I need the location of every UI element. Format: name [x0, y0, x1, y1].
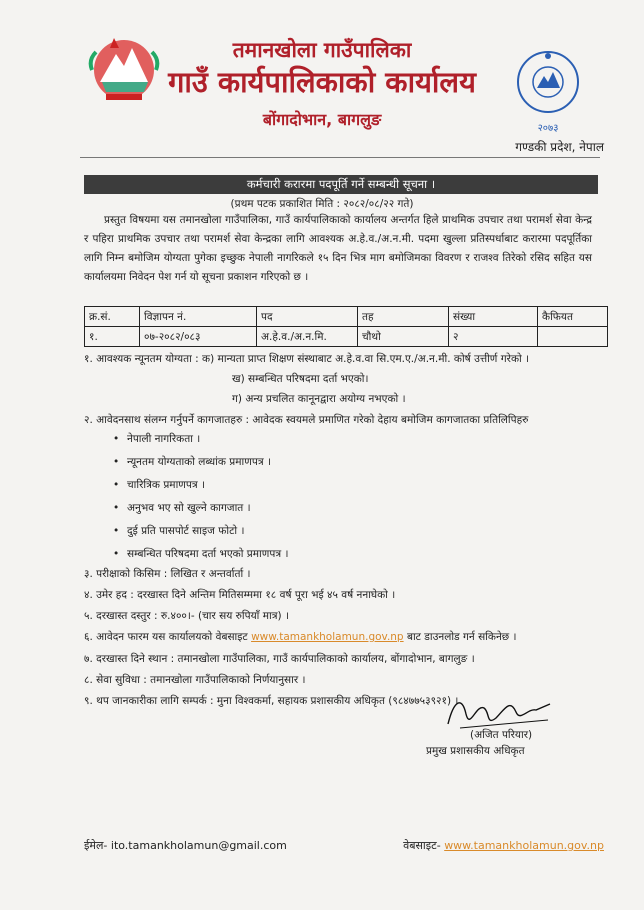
application-fee: ५. दरखास्त दस्तुर : रु.४००।- (चार सय रुपियाँ मात्र) ।	[84, 610, 289, 622]
requirement-qualification-c: ग) अन्य प्रचलित कानूनद्वारा अयोग्य नभएको ।	[232, 393, 406, 405]
footer-website-link[interactable]: www.tamankholamun.gov.np	[444, 839, 604, 852]
requirement-qualification-b: ख) सम्बन्धित परिषदमा दर्ता भएको।	[232, 373, 369, 385]
province-label: गण्डकी प्रदेश, नेपाल	[515, 140, 604, 154]
list-item: • चारित्रिक प्रमाणपत्र ।	[113, 479, 205, 491]
signatory-designation: प्रमुख प्रशासकीय अधिकृत	[426, 745, 525, 757]
office-name: गाउँ कार्यपालिकाको कार्यालय	[168, 65, 476, 99]
table-header: तह	[358, 307, 449, 327]
signatory-name: (अजित परियार)	[470, 729, 533, 741]
list-item: • नेपाली नागरिकता ।	[113, 433, 201, 445]
list-item: • सम्बन्धित परिषदमा दर्ता भएको प्रमाणपत्र ।	[113, 548, 289, 560]
required-documents: २. आवेदनसाथ संलग्न गर्नुपर्ने कागजातहरु : आवेदक स्वयमले प्रमाणित गरेको देहाय बमोजिम कागजातका प्रतिलिपिहरु	[84, 414, 529, 426]
list-item: • अनुभव भए सो खुल्ने कागजात ।	[113, 502, 251, 514]
table-cell: १.	[85, 327, 140, 347]
list-item: • न्यूनतम योग्यताको लब्धांक प्रमाणपत्र ।	[113, 456, 271, 468]
table-row	[85, 327, 608, 347]
requirement-qualification: १. आवश्यक न्यूनतम योग्यता : क) मान्यता प्राप्त शिक्षण संस्थाबाट अ.हे.व.वा सि.एम.ए./अ.न.मी. कोर्ष उत्तीर्ण गरेको ।	[84, 353, 530, 365]
table-header: कैफियत	[538, 307, 608, 327]
age-limit: ४. उमेर हद : दरखास्त दिने अन्तिम मितिसम्ममा १८ वर्ष पूरा भई ४५ वर्ष ननाघेको ।	[84, 589, 396, 601]
table-header: पद	[257, 307, 358, 327]
table-cell: अ.हे.व./अ.न.मि.	[257, 327, 358, 347]
vacancy-table	[84, 306, 608, 347]
municipality-seal	[508, 44, 588, 134]
email-link[interactable]: ito.tamankholamun@gmail.com	[110, 839, 287, 852]
table-cell: चौथो	[358, 327, 449, 347]
exam-type: ३. परीक्षाको किसिम : लिखित र अन्तर्वार्ता ।	[84, 568, 251, 580]
table-cell: २	[449, 327, 538, 347]
notice-title: कर्मचारी करारमा पदपूर्ति गर्ने सम्बन्धी सूचना ।	[84, 175, 598, 194]
contact-info: ९. थप जानकारीका लागि सम्पर्क : मुना विश्वकर्मा, सहायक प्रशासकीय अधिकृत (९८४७७५३९२१) ।	[84, 695, 459, 707]
application-form-info: ६. आवेदन फारम यस कार्यालयको वेबसाइट www.tamankholamun.gov.np बाट डाउनलोड गर्न सकिनेछ ।	[84, 631, 517, 643]
footer-website: वेबसाइट- www.tamankholamun.gov.np	[403, 839, 604, 852]
table-cell	[538, 327, 608, 347]
website-link[interactable]: www.tamankholamun.gov.np	[251, 631, 404, 643]
service-benefits: ८. सेवा सुविधा : तमानखोला गाउँपालिकाको निर्णयानुसार ।	[84, 674, 306, 686]
header-divider	[80, 157, 600, 158]
seal-year: २०७३	[537, 123, 559, 134]
table-header: क्र.सं.	[85, 307, 140, 327]
list-item: • दुई प्रति पासपोर्ट साइज फोटो ।	[113, 525, 245, 537]
footer-email: ईमेल- ito.tamankholamun@gmail.com	[84, 839, 287, 852]
table-header: संख्या	[449, 307, 538, 327]
table-cell: ०७-२०८२/०८३	[140, 327, 257, 347]
table-header: विज्ञापन नं.	[140, 307, 257, 327]
publish-date: (प्रथम पटक प्रकाशित मिति : २०८२/०८/२२ गते)	[230, 198, 414, 210]
municipality-name: तमानखोला गाउँपालिका	[232, 38, 412, 62]
office-address: बोंगादोभान, बागलुङ	[262, 110, 382, 129]
seal-icon	[508, 44, 588, 122]
notice-body: प्रस्तुत विषयमा यस तमानखोला गाउँपालिका, गाउँ कार्यपालिकाको कार्यालय अन्तर्गत हिले प्राथमिक उपचार तथा परामर्श सेवा केन्द्र र पहिरा प्राथमिक उपचार तथा परामर्श सेवा केन्द्रका लागि आवश्यक अ.हे.व./अ.न.मी. पदमा खुल्ला प्रतिस्पर्धाबाट करारमा पदपूर्तिका लागि निम्न बमोजिम योग्यता पुगेका इच्छुक नेपाली नागरिकले १५ दिन भित्र माग बमोजिमका विवरण र राजश्व तिरेको रसिद सहित यस कार्यालयमा निवेदन पेश गर्न यो सूचना प्रकाशन गरिएको छ ।	[84, 214, 592, 283]
table-header-row	[85, 307, 608, 327]
submission-place: ७. दरखास्त दिने स्थान : तमानखोला गाउँपालिका, गाउँ कार्यपालिकाको कार्यालय, बोंगादोभान, बागलुङ ।	[84, 653, 475, 665]
